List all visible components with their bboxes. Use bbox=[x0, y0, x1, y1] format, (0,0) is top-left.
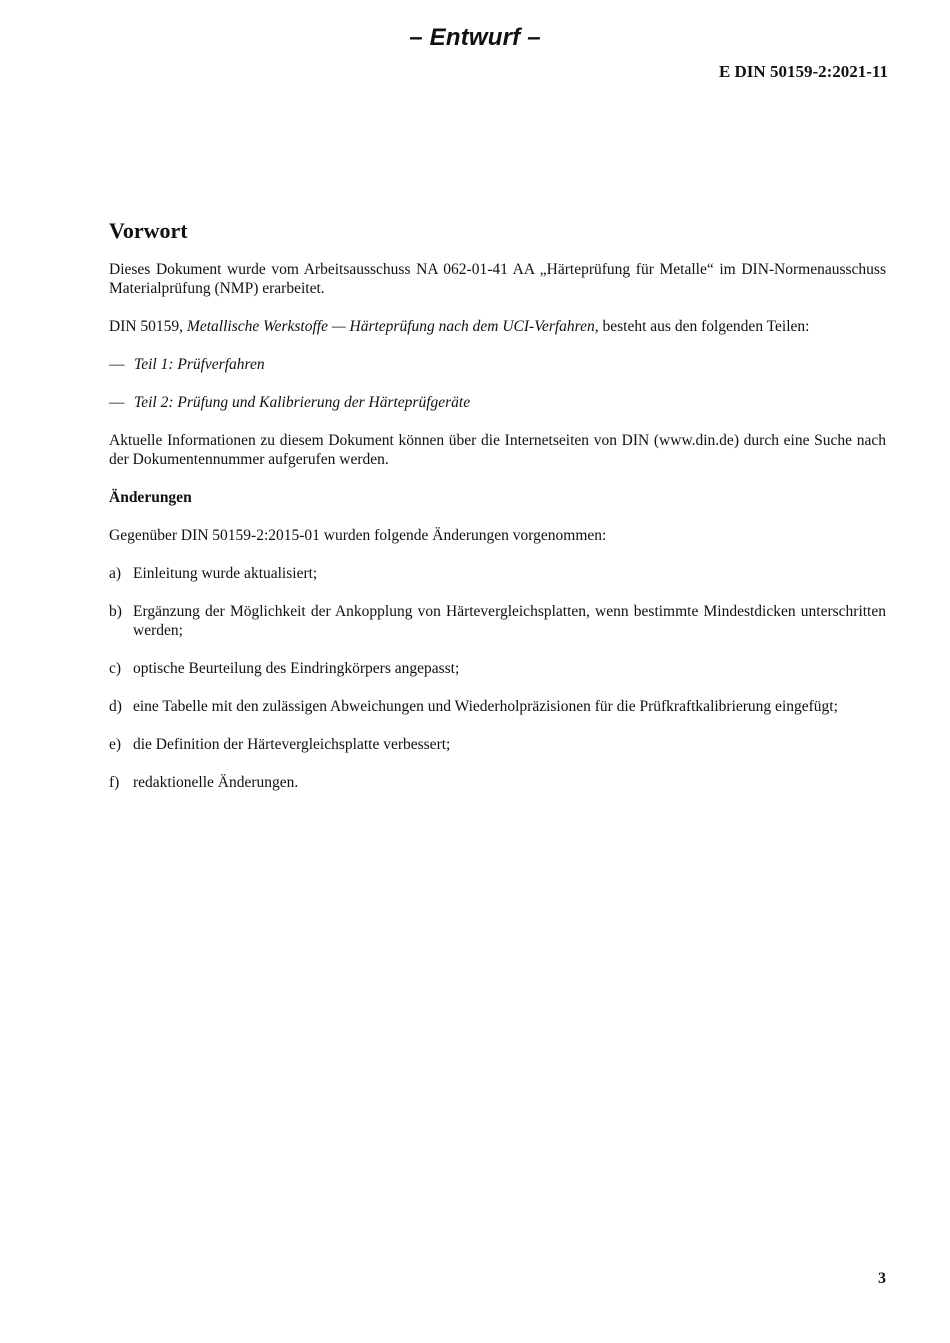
change-list-item bbox=[109, 659, 886, 678]
list-marker: b) bbox=[109, 603, 122, 620]
part-title: Teil 2: Prüfung und Kalibrierung der Härteprüfgeräte bbox=[134, 394, 471, 411]
list-dash: — bbox=[109, 356, 125, 373]
page-number: 3 bbox=[878, 1270, 886, 1287]
info-paragraph: Aktuelle Informationen zu diesem Dokument können über die Internetseiten von DIN (www.din.de) durch eine Suche nach der Dokumentennummer aufgerufen werden. bbox=[109, 432, 886, 468]
changes-heading: Änderungen bbox=[109, 489, 192, 506]
change-text: eine Tabelle mit den zulässigen Abweichungen und Wiederholpräzisionen für die Prüfkraftkalibrierung eingefügt; bbox=[133, 698, 838, 715]
parts-paragraph bbox=[109, 317, 886, 336]
parts-prefix: DIN 50159, bbox=[109, 318, 187, 335]
change-text: optische Beurteilung des Eindringkörpers angepasst; bbox=[133, 660, 460, 677]
intro-paragraph: Dieses Dokument wurde vom Arbeitsausschuss NA 062-01-41 AA „Härteprüfung für Metalle“ im DIN-Normenausschuss Materialprüfung (NMP) erarbeitet. bbox=[109, 261, 886, 297]
change-list-item bbox=[109, 602, 886, 640]
list-marker: d) bbox=[109, 698, 122, 715]
change-text: die Definition der Härtevergleichsplatte verbessert; bbox=[133, 736, 451, 753]
parts-suffix: besteht aus den folgenden Teilen: bbox=[598, 318, 810, 335]
list-dash: — bbox=[109, 394, 125, 411]
document-id: E DIN 50159-2:2021-11 bbox=[718, 62, 888, 81]
changes-intro: Gegenüber DIN 50159-2:2015-01 wurden folgende Änderungen vorgenommen: bbox=[109, 527, 607, 544]
draft-label: – Entwurf – bbox=[409, 24, 541, 51]
change-list-item bbox=[109, 773, 886, 792]
change-list-item bbox=[109, 735, 886, 754]
change-list-item bbox=[109, 697, 886, 716]
part-list-item bbox=[109, 355, 886, 374]
section-title: Vorwort bbox=[109, 218, 188, 243]
change-list-item bbox=[109, 564, 886, 583]
part-list-item bbox=[109, 393, 886, 412]
change-text: Ergänzung der Möglichkeit der Ankopplung von Härtevergleichsplatten, wenn bestimmte Mindestdicken unterschritten werden; bbox=[133, 603, 886, 639]
list-marker: e) bbox=[109, 736, 122, 753]
change-text: redaktionelle Änderungen. bbox=[133, 774, 299, 791]
parts-title: Metallische Werkstoffe — Härteprüfung nach dem UCI-Verfahren, bbox=[186, 318, 599, 335]
part-title: Teil 1: Prüfverfahren bbox=[134, 356, 265, 373]
list-marker: c) bbox=[109, 660, 122, 677]
list-marker: f) bbox=[109, 774, 120, 791]
change-text: Einleitung wurde aktualisiert; bbox=[133, 565, 318, 582]
page-content bbox=[109, 216, 886, 811]
list-marker: a) bbox=[109, 565, 122, 582]
